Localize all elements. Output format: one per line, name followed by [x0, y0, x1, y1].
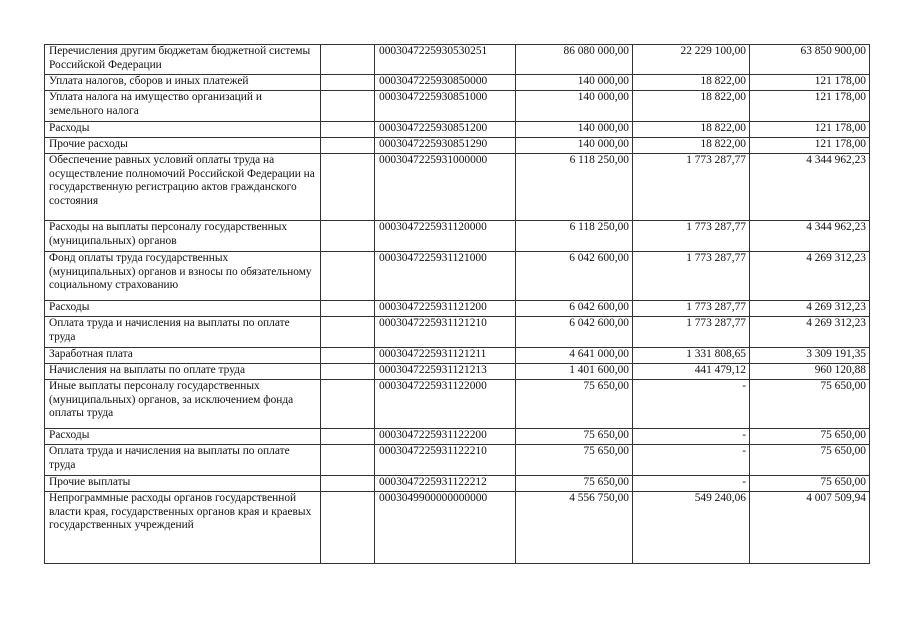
row-approved-cell: 140 000,00 [516, 91, 633, 122]
row-spacer-cell [321, 252, 375, 301]
row-name-cell: Обеспечение равных условий оплаты труда на осуществление полномочий Российской Федерации на государственную регистрацию актов гражданского состояния [45, 154, 321, 221]
row-code-cell: 0003047225931122000 [375, 380, 516, 429]
row-name-cell: Расходы на выплаты персоналу государственных (муниципальных) органов [45, 221, 321, 252]
row-code-cell: 0003047225931121200 [375, 301, 516, 317]
row-approved-cell: 75 650,00 [516, 380, 633, 429]
table-row [45, 252, 870, 301]
row-code-cell: 0003047225931122210 [375, 445, 516, 476]
row-name-cell: Начисления на выплаты по оплате труда [45, 364, 321, 380]
row-code-cell: 0003047225931120000 [375, 221, 516, 252]
row-remaining-cell: 4 269 312,23 [750, 252, 870, 301]
table-row [45, 301, 870, 317]
row-approved-cell: 75 650,00 [516, 429, 633, 445]
row-executed-cell: - [633, 429, 750, 445]
row-code-cell: 0003049900000000000 [375, 492, 516, 564]
row-code-cell: 0003047225931121213 [375, 364, 516, 380]
row-spacer-cell [321, 380, 375, 429]
row-name-cell: Перечисления другим бюджетам бюджетной системы Российской Федерации [45, 45, 321, 75]
row-executed-cell: 441 479,12 [633, 364, 750, 380]
row-approved-cell: 6 042 600,00 [516, 301, 633, 317]
row-executed-cell: - [633, 445, 750, 476]
row-executed-cell: 1 773 287,77 [633, 252, 750, 301]
row-approved-cell: 4 641 000,00 [516, 348, 633, 364]
row-name-cell: Иные выплаты персоналу государственных (муниципальных) органов, за исключением фонда оплаты труда [45, 380, 321, 429]
table-row [45, 91, 870, 122]
row-spacer-cell [321, 75, 375, 91]
row-code-cell: 0003047225930530251 [375, 45, 516, 75]
row-executed-cell: 18 822,00 [633, 75, 750, 91]
table-row [45, 380, 870, 429]
row-spacer-cell [321, 364, 375, 380]
row-approved-cell: 86 080 000,00 [516, 45, 633, 75]
row-code-cell: 0003047225931121000 [375, 252, 516, 301]
row-spacer-cell [321, 301, 375, 317]
row-name-cell: Заработная плата [45, 348, 321, 364]
row-name-cell: Уплата налогов, сборов и иных платежей [45, 75, 321, 91]
row-executed-cell: - [633, 476, 750, 492]
row-approved-cell: 6 118 250,00 [516, 154, 633, 221]
row-spacer-cell [321, 492, 375, 564]
row-spacer-cell [321, 348, 375, 364]
row-remaining-cell: 960 120,88 [750, 364, 870, 380]
row-remaining-cell: 121 178,00 [750, 91, 870, 122]
row-code-cell: 0003047225930851200 [375, 122, 516, 138]
row-approved-cell: 4 556 750,00 [516, 492, 633, 564]
row-remaining-cell: 121 178,00 [750, 138, 870, 154]
table-row [45, 492, 870, 564]
row-spacer-cell [321, 91, 375, 122]
row-name-cell: Прочие выплаты [45, 476, 321, 492]
row-code-cell: 0003047225931121211 [375, 348, 516, 364]
row-code-cell: 0003047225930851290 [375, 138, 516, 154]
row-name-cell: Оплата труда и начисления на выплаты по оплате труда [45, 317, 321, 348]
table-row [45, 348, 870, 364]
row-name-cell: Оплата труда и начисления на выплаты по оплате труда [45, 445, 321, 476]
table-row [45, 364, 870, 380]
table-row [45, 122, 870, 138]
table-row [45, 429, 870, 445]
row-remaining-cell: 4 007 509,94 [750, 492, 870, 564]
row-name-cell: Непрограммные расходы органов государственной власти края, государственных органов края и краевых государственных учреждений [45, 492, 321, 564]
table-row [45, 476, 870, 492]
row-name-cell: Расходы [45, 429, 321, 445]
row-name-cell: Прочие расходы [45, 138, 321, 154]
row-remaining-cell: 75 650,00 [750, 476, 870, 492]
row-spacer-cell [321, 476, 375, 492]
row-spacer-cell [321, 221, 375, 252]
row-spacer-cell [321, 429, 375, 445]
row-name-cell: Расходы [45, 301, 321, 317]
row-approved-cell: 75 650,00 [516, 476, 633, 492]
row-executed-cell: 1 773 287,77 [633, 317, 750, 348]
row-approved-cell: 1 401 600,00 [516, 364, 633, 380]
row-remaining-cell: 63 850 900,00 [750, 45, 870, 75]
table-row [45, 75, 870, 91]
table-row [45, 154, 870, 221]
row-remaining-cell: 4 269 312,23 [750, 301, 870, 317]
row-executed-cell: 549 240,06 [633, 492, 750, 564]
row-remaining-cell: 75 650,00 [750, 429, 870, 445]
row-remaining-cell: 4 344 962,23 [750, 221, 870, 252]
row-spacer-cell [321, 138, 375, 154]
table-row [45, 445, 870, 476]
row-code-cell: 0003047225930851000 [375, 91, 516, 122]
row-name-cell: Расходы [45, 122, 321, 138]
row-executed-cell: 18 822,00 [633, 122, 750, 138]
row-approved-cell: 6 118 250,00 [516, 221, 633, 252]
row-remaining-cell: 75 650,00 [750, 380, 870, 429]
row-spacer-cell [321, 445, 375, 476]
table-row [45, 317, 870, 348]
row-remaining-cell: 4 269 312,23 [750, 317, 870, 348]
row-approved-cell: 140 000,00 [516, 75, 633, 91]
row-name-cell: Уплата налога на имущество организаций и земельного налога [45, 91, 321, 122]
row-executed-cell: 18 822,00 [633, 91, 750, 122]
row-approved-cell: 140 000,00 [516, 122, 633, 138]
row-remaining-cell: 121 178,00 [750, 122, 870, 138]
table-body [45, 45, 870, 564]
row-code-cell: 0003047225931000000 [375, 154, 516, 221]
table-row [45, 221, 870, 252]
table-row [45, 138, 870, 154]
row-remaining-cell: 3 309 191,35 [750, 348, 870, 364]
row-remaining-cell: 4 344 962,23 [750, 154, 870, 221]
row-executed-cell: 18 822,00 [633, 138, 750, 154]
row-code-cell: 0003047225931122212 [375, 476, 516, 492]
table-row [45, 45, 870, 75]
row-executed-cell: 1 773 287,77 [633, 301, 750, 317]
row-code-cell: 0003047225931122200 [375, 429, 516, 445]
row-executed-cell: - [633, 380, 750, 429]
row-approved-cell: 6 042 600,00 [516, 252, 633, 301]
row-executed-cell: 1 331 808,65 [633, 348, 750, 364]
row-approved-cell: 140 000,00 [516, 138, 633, 154]
row-executed-cell: 1 773 287,77 [633, 221, 750, 252]
row-approved-cell: 75 650,00 [516, 445, 633, 476]
row-code-cell: 0003047225931121210 [375, 317, 516, 348]
row-approved-cell: 6 042 600,00 [516, 317, 633, 348]
row-spacer-cell [321, 122, 375, 138]
row-name-cell: Фонд оплаты труда государственных (муниципальных) органов и взносы по обязательному социальному страхованию [45, 252, 321, 301]
row-executed-cell: 22 229 100,00 [633, 45, 750, 75]
row-executed-cell: 1 773 287,77 [633, 154, 750, 221]
row-remaining-cell: 121 178,00 [750, 75, 870, 91]
row-remaining-cell: 75 650,00 [750, 445, 870, 476]
row-spacer-cell [321, 154, 375, 221]
budget-execution-table [44, 44, 870, 564]
row-code-cell: 0003047225930850000 [375, 75, 516, 91]
row-spacer-cell [321, 317, 375, 348]
row-spacer-cell [321, 45, 375, 75]
